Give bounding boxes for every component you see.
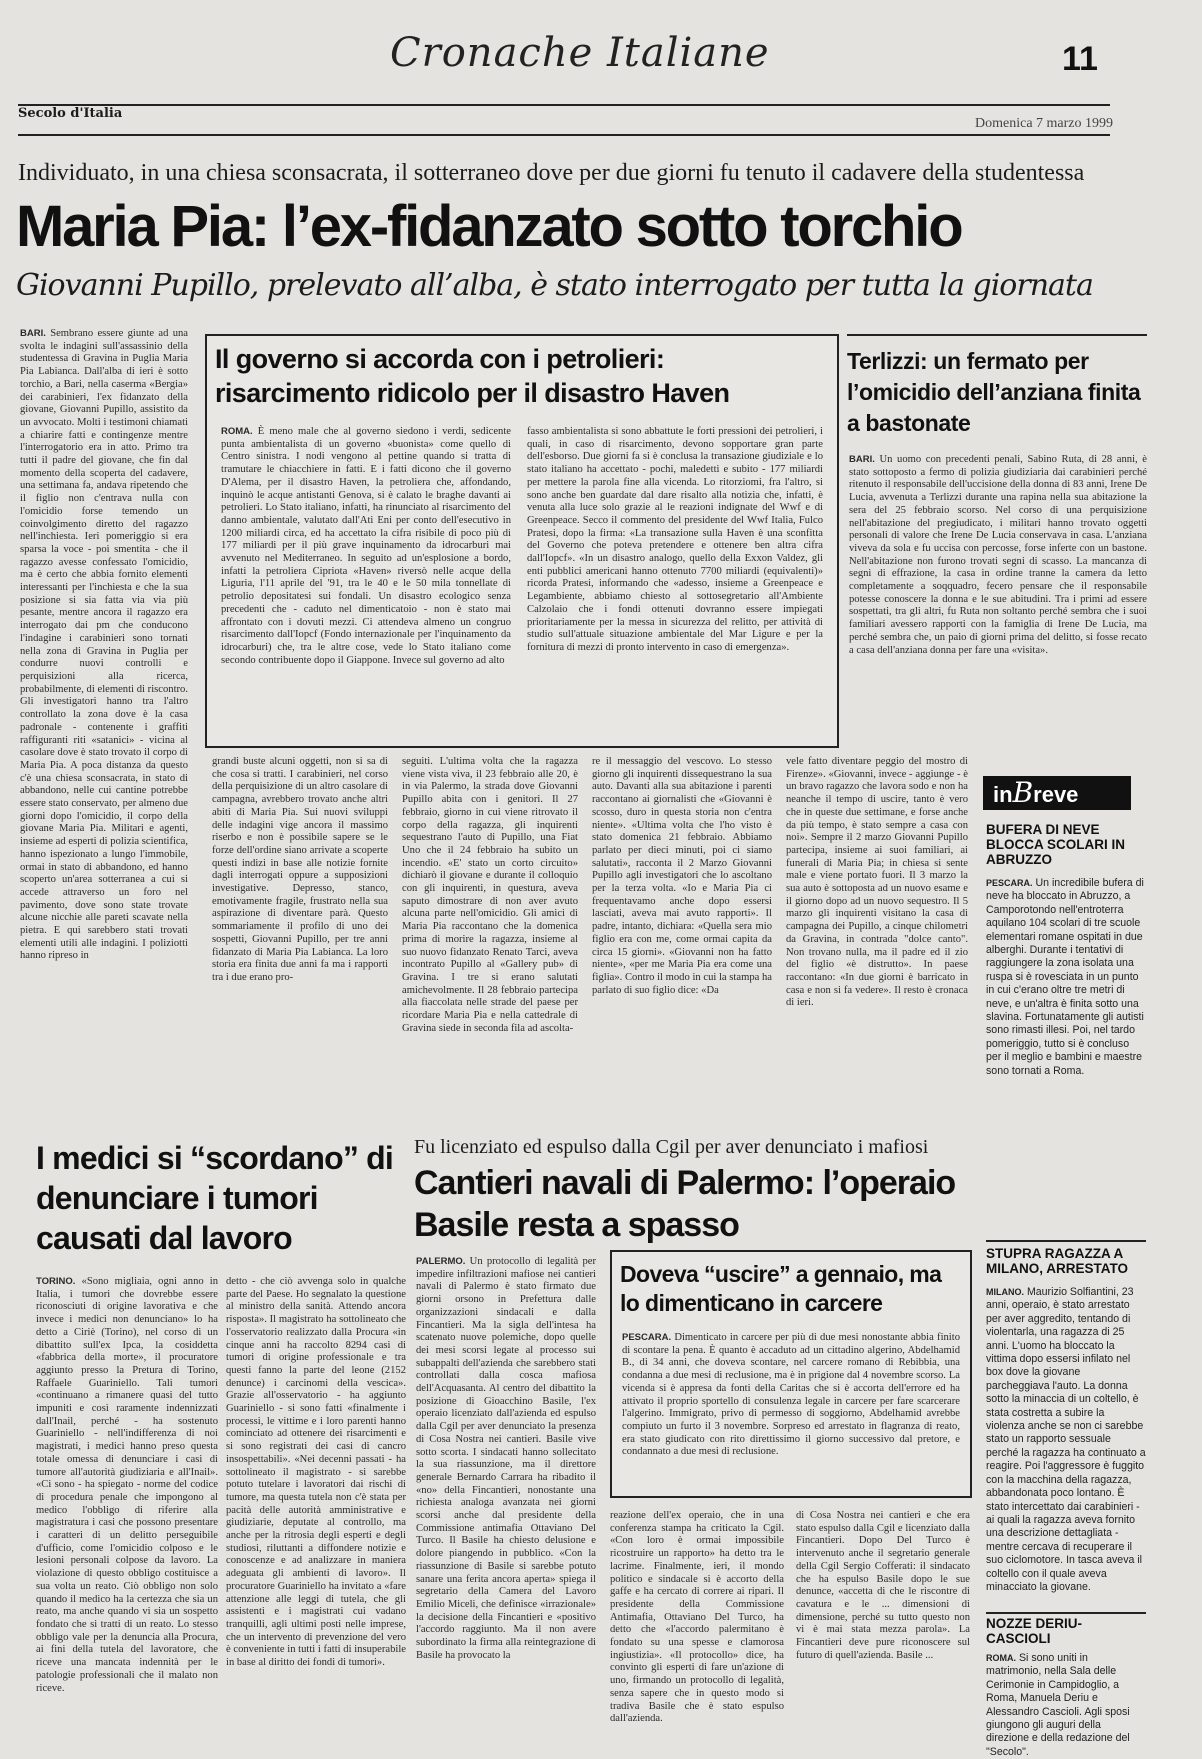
haven-column-2 [527, 426, 823, 736]
lead-column-5 [786, 756, 968, 1122]
brief-title: BUFERA DI NEVE BLOCCA SCOLARI IN ABRUZZO [986, 822, 1125, 867]
medici-text-2: detto - che ciò avvenga solo in qualche parte del Paese. Ho segnalato la questione al ministro della sanità. Attendo ancora risposta». Il magistrato ha sottolineato che l'osservatorio realizzato dalla Procura «in cinque anni ha raccolto 8294 casi di tumori di origine professionale e tra questi fanno la parte del leone (2152 denunce) i carcinomi della vescica». Grazie all'osservatorio - ha aggiunto Guariniello - si sono fatti «finalmente i processi, le vittime e i loro parenti hanno cominciato ad ottenere dei risarcimenti e si sono registrati dei casi di cancro insospettabili». «Nei decenni passati - ha sottolineato il magistrato - si sarebbe potuto tutelare i lavoratori dai rischi di tumore, ma questa tutela non c'è stata per pacità delle autorità amministrative e giudiziarie, deputate al controllo, ma anche per la ritrosia degli esperti e degli studiosi, riluttanti a diffondere notizie e conoscenze e ad analizzare in maniera adeguata gli ambienti di lavoro». Il procuratore Guariniello ha invitato a «fare attenzione alle leggi di tutela, che gli assistenti e i magistrati cui vadano tranquilli, agli ultimi posti nelle imprese, che un intervento di prevenzione del vero è conveniente in tutti i fatti di insuperabile in base al diritto dei fondi di tumori». [226, 1276, 406, 1669]
terlizzi-column [849, 454, 1147, 736]
terlizzi-rule [847, 334, 1147, 336]
brief-divider [986, 1612, 1146, 1614]
brief-dateline: MILANO. [986, 1287, 1024, 1297]
haven-headline: Il governo si accorda con i petrolieri: risarcimento ridicolo per il disastro Haven [215, 344, 730, 408]
briefs-label-b: B [1012, 776, 1034, 809]
brief-dateline: PESCARA. [986, 878, 1033, 888]
terlizzi-dateline: BARI. [849, 454, 875, 465]
medici-dateline: TORINO. [36, 1276, 76, 1287]
lead-column-4 [592, 756, 772, 1122]
carcere-headline: Doveva “uscire” a gennaio, ma lo dimenticano in carcere [620, 1261, 942, 1316]
lead-text-5: vele fatto diventare peggio del mostro di Firenze». «Giovanni, invece - aggiunge - è un bravo ragazzo che lavora sodo e non ha neanche il tempo di uscire, tanto è vero che in queste due settimane, e forse anche da più tempo, è stato sempre a casa con noi». Sempre il 2 marzo Giovanni Pupillo partecipa, insieme ai suoi familiari, ai funerali di Maria Pia; in chiesa si sente male e viene portato fuori. Il 3 marzo la sua auto è sottoposta ad un nuovo esame e il giorno dopo ad un nuovo sequestro. Il 5 marzo gli inquirenti visitano la casa di campagna dei Pupillo, a cinque chilometri da Gravina, in contrada "dolce canto". Non trovano nulla, ma il padre ed il zio del figlio «è distrutto». In paese raccontano: «In due giorni è barricato in casa e non si fa vedere». Il resto è cronaca di ieri. [786, 756, 968, 1009]
medici-column-2 [226, 1276, 406, 1736]
brief-text: Maurizio Solfiantini, 23 anni, operaio, è stato arrestato per aver aggredito, tentando di violentarla, una ragazza di 25 anni. L'uomo ha bloccato la vittima dopo essersi infilato nel box dove la giovane parcheggiava l'auto. La donna sotto la minaccia di un coltello, è stata costretta a subire la violenza anche se non ci sarebbe stato un rapporto sessuale perché la ragazza ha continuato a reagire. Poi l'aggressore è fuggito con la macchina della ragazza, abbandonata poco lontano. È stato intercettato dai carabinieri - ai quali la ragazza aveva fornito una descrizione dettagliata - mentre cercava di recuperare il suo ciclomotore. In tasca aveva il coltello con il quale aveva minacciato la giovane. [986, 1286, 1146, 1593]
cantieri-dateline: PALERMO. [416, 1256, 466, 1267]
lead-column-2 [212, 756, 388, 1122]
cantieri-text-2: reazione dell'ex operaio, che in una conferenza stampa ha criticato la Cgil. «Con loro è ormai impossibile ricostruire un rapporto» ha detto tra le lacrime. Finalmente, ieri, il mondo politico e sindacale si è accorto della gaffe e ha cercato di correre ai ripari. Il presidente della Commissione Antimafia, Ottaviano Del Turco, ha detto che «l'accordo palermitano è fondato su una spesse e clamorosa ingiustizia». «Il protocollo» dice, ha convinto gli esperti di fare un'azione di uno, firmando un protocollo di legalità, senza sapere che in questo modo si tradiva Basile che è stato espulso dall'azienda. [610, 1510, 784, 1725]
carcere-text: Dimenticato in carcere per più di due mesi nonostante abbia finito di scontare la pena. È quanto è accaduto ad un cittadino algerino, Abdelhamid B., di 34 anni, che doveva scontare, nel carcere romano di Rebibbia, una condanna a due mesi di reclusione, ma è in prigione dal 4 novembre scorso. La vicenda si è appresa da fonti della Caritas che si è accorta dell'errore ed ha attivato il proprio sportello di consulenza legale in carcere per fare scarcerare l'algerino. Immigrato, privo di permesso di soggiorno, Abdelhamid avrebbe compiuto un furto il 3 novembre. Sorpreso ed arrestato in flagranza di reato, era stato giudicato con rito direttissimo il giorno successivo dal pretore, e condannato a due mesi di reclusione. [622, 1332, 960, 1458]
cantieri-column-2 [610, 1510, 784, 1740]
lead-text-1: Sembrano essere giunte ad una svolta le indagini sull'assassinio della studentessa di Gravina in Puglia Maria Pia Labianca. Dall'alba di ieri è sotto torchio, a Bari, nella caserma «Bergia» dei carabinieri, l'ex fidanzato della giovane, Giovanni Pupillo, assistito da un avvocato. Molti i testimoni chiamati a chiarire fatti e contingenze mentre l'interrogatorio era in atto. Primo tra tutti il padre del giovane, che fin dal momento della scoperta del cadavere, una settimana fa, andava ripetendo che il figlio non c'entrava nulla con l'omicidio forse temendo un coinvolgimento diretto del ragazzo nell'inchiesta. Ieri pomeriggio si era sparsa la voce - poi smentita - che il ragazzo avesse confessato l'omicidio, ma è certo che abbia fornito elementi interessanti per l'inchiesta e che la sua posizione si sia fatta via via più pesante, mentre ancora il ragazzo era interrogato dai pm che conducono l'indagine i carabinieri sono tornati nella zona di Gravina in Puglia per condurre nuovi controlli e perquisizioni alla ricerca, probabilmente, di elementi di riscontro. Gli investigatori hanno tra l'altro controllato la zona dove è la casa padronale - contenente i graffiti raffiguranti riti «satanici» - vicina al casolare dove è stato trovato il corpo di Maria Pia. A poca distanza da questo c'è una chiesa sconsacrata, in stato di abbandono, nelle cui cantine potrebbe essere stato conservato, per almeno due giorni dopo l'omicidio, il corpo della giovane Maria Pia. Militari e agenti, insieme ad esperti di polizia scientifica, hanno ispezionato a lungo l'immobile, ormai in stato di abbandono, ed hanno scoperto un'area sotterranea a cui si accede attraverso un foro nel pavimento, dove sono state trovate alcune nicchie alle pareti scavate nella pietra. E qui sarebbero stati trovati elementi utili alle indagini. I poliziotti hanno ripreso in [20, 328, 189, 962]
haven-text-1: È meno male che al governo siedono i verdi, sedicente punta ambientalista di un governo «buonista» come quello di Centro sinistra. I nodi vengono al pettine quando si tratta di tramutare le chiacchiere in fatti. E i fatti dicono che il governo D'Alema, per il disastro Haven, la petroliera che, affondando, inquinò le acque antistanti Genova, si è calato le braghe davanti ai petrolieri. Lo Stato italiano, infatti, ha rinunciato al risarcimento del danno ambientale, valutato dall'Ati Eni per conto dell'esecutivo in 1200 miliardi circa, ed ha accettato la cifra risibile di poco più di 177 miliardi per il più grave inquinamento da idrocarburi mai avvenuto nel Mediterraneo. In seguito ad un'esplosione a bordo, infatti la petroliera Cipriota «Haven» riversò nelle acque della Liguria, l'11 aprile del '91, tra le 40 e le 50 mila tonnellate di petrolio depositatesi sui fondali. Un disastro ecologico senza precedenti che - caduto nel dimenticatoio - non è stato mai affrontato con i dovuti mezzi. Ci attendeva almeno un congruo risarcimento dall'Iopcf (Fondo internazionale per l'inquinamento da idrocarburi) che, tra le altre cose, vede lo Stato italiano come secondo contribuente dopo il Giappone. Invece sul governo ad alto [221, 426, 511, 666]
briefs-label-in: in [993, 782, 1013, 807]
newspaper-name: Secolo d'Italia [18, 106, 123, 121]
haven-column-1 [221, 426, 511, 736]
brief-text: Un incredibile bufera di neve ha bloccato in Abruzzo, a Camporotondo nell'entroterra aquilano 104 scolari di tre scuole elementari romane ospitati in due alberghi. Durante i tentativi di raggiungere la zona isolata una ruspa si è rovesciata in un punto in cui c'erano oltre tre metri di neve, e un'altra è finita sotto una slavina. Fortunatamente gli autisti sono rimasti illesi. Poi, nel tardo pomeriggio, tutto si è concluso per il meglio e bambini e maestre sono tornati a Roma. [986, 877, 1144, 1077]
haven-dateline: ROMA. [221, 426, 253, 437]
masthead-rule-bottom [18, 134, 1110, 136]
carcere-dateline: PESCARA. [622, 1332, 672, 1343]
brief-dateline: ROMA. [986, 1653, 1016, 1663]
haven-text-2: fasso ambientalista si sono abbattute le forti pressioni dei petrolieri, i quali, in caso di risarcimento, devono sopportare gran parte dell'esborso. Due giorni fa si è conclusa la transazione giudiziale e lo stato italiano ha accettato - pochi, maledetti e subito - 177 miliardi per mettere la parola fine alla vicenda. Lo ritorziomi, fra l'altro, si sono anche ben guardate dal dare risalto alla notizia che, infatti, è venuta alla luce solo grazie al le reazioni indignate del Wwf e di Greenpeace. Secco il commento del presidente del Wwf Italia, Fulco Pratesi, dopo la firma: «La transazione sulla Haven è una sconfitta del Governo che poteva pretendere e ottenere ben altra cifra dall'Iopcf». «In un disastro analogo, quello della Exxon Valdez, gli enti pubblici americani hanno ottenuto 7700 miliardi (equivalenti)» ricorda Pratesi, informando che «adesso, insieme a Greenpeace e Legambiente, abbiamo chiesto al sottosegretario all'Ambiente Calzolaio che i fondi ottenuti dovranno essere impiegati prioritariamente per la messa in sicurezza del relitto, per attività di studio sull'attuale situazione ambientale del Mar Ligure e per la fornitura di mezzi di pronto intervento in caso di emergenza». [527, 426, 823, 653]
lead-column-3 [402, 756, 578, 1122]
masthead-rule-top [18, 104, 1110, 106]
medici-headline: I medici si “scordano” di denunciare i tumori causati dal lavoro [36, 1140, 393, 1256]
brief-title: STUPRA RAGAZZA A MILANO, ARRESTATO [986, 1246, 1128, 1276]
lead-headline: Maria Pia: l’ex-fidanzato sotto torchio [16, 194, 962, 259]
medici-text-1: «Sono migliaia, ogni anno in Italia, i tumori che dovrebbe essere riconosciuti di origine lavorativa e che invece i medici non denunciano» lo ha detto a Ciriè (Torino), nel corso di un dibattito sull'ex Ipca, la cosiddetta «fabbrica della morte», il procuratore aggiunto presso la Pretura di Torino, Raffaele Guariniello. Tali tumori «continuano a rimanere quasi del tutto impuniti e così raramente indennizzati dall'Inail, perché - ha sostenuto Guariniello - nell'indifferenza di noi magistrati, i medici hanno preso questa totale omessa di denunciare i casi di tumore all'autorità giudiziaria e all'Inail». «Ci sono - ha spiegato - norme del codice di procedura penale che impongono al medico l'obbligo di riferire alla magistratura i casi che possono presentare i caratteri di un delitto perseguibile d'ufficio, come l'omicidio colposo e le lesioni personali colpose da lavoro. La violazione di questo obbligo costituisce a sua volta un reato. Ciò obbligo non solo quando il medico ha la certezza che sia un reato, ma anche quando vi sia un sospetto fondato che si tratti di un reato. Lo stesso obbligo vale per la denuncia alla Procura, ai fini della tutela del lavoratore, che riceve una mancata indennità per le patologie professionali che il malato non riceve. [36, 1276, 218, 1694]
lead-text-3: seguiti. L'ultima volta che la ragazza viene vista viva, il 23 febbraio alle 20, è in via Palermo, la strada dove Giovanni Pupillo abita con i genitori. Il 27 febbraio, giorno in cui viene ritrovato il corpo della ragazza, gli inquirenti sequestrano l'auto di Pupillo, una Fiat Uno che il 24 febbraio ha subito un incendio. «E' stato un corto circuito» dichiarò il giovane e durante il colloquio con gli inquirenti, in questura, aveva saputo dimostrare di non aver avuto alcuna parte nell'omicidio. Gli amici di Maria Pia raccontano che la domenica prima di morire la ragazza, insieme al suo nuovo fidanzato Renato Tarci, aveva incontrato Pupillo al «Gallery pub» di Gravina. I tre si erano salutati amichevolmente. Il 28 febbraio partecipa alla fiaccolata nelle strade del paese per ricordare Maria Pia e nella cattedrale di Gravina siede in seconda fila ad ascolta- [402, 756, 578, 1034]
carcere-column [622, 1332, 960, 1488]
brief-item [986, 822, 1146, 1257]
brief-divider [986, 1240, 1146, 1242]
lead-text-2: grandi buste alcuni oggetti, non si sa di che cosa si tratti. I carabinieri, nel corso della perquisizione di un altro casolare di campagna, avrebbero trovato anche altri abiti di Maria Pia. Sui nuovi sviluppi delle indagini vige ancora il massimo riserbo e non è possibile sapere se le forze dell'ordine siano arrivate a scoperte questi indizi in base alle notizie fornite dagli interrogati oppure a supposizioni investigative. Depresso, stanco, emotivamente fragile, frustrato nella sua aspirazione di diventare parà. Questo sommariamente il profilo di uno dei sospetti, Giovanni Pupillo, per tre anni fidanzato di Maria Pia Labianca. La loro storia era finita due anni fa ma i rapporti tra i due erano pro- [212, 756, 388, 983]
lead-kicker: Individuato, in una chiesa sconsacrata, il sotterraneo dove per due giorni fu tenuto il cadavere della studentessa [18, 160, 1085, 186]
page-number: 11 [1062, 40, 1098, 78]
cantieri-column-1 [416, 1256, 596, 1740]
briefs-label [983, 776, 1131, 810]
haven-article-box [205, 334, 839, 748]
terlizzi-headline: Terlizzi: un fermato per l’omicidio dell’anziana finita a bastonate [847, 348, 1141, 436]
medici-column-1 [36, 1276, 218, 1736]
briefs-label-rest: reve [1033, 782, 1079, 807]
carcere-article-box [610, 1250, 972, 1498]
lead-subhead: Giovanni Pupillo, prelevato all’alba, è stato interrogato per tutta la giornata [16, 268, 1093, 303]
cantieri-text-1: Un protocollo di legalità per impedire infiltrazioni mafiose nei cantieri navali di Palermo è stato firmato due giorni orsono in Prefettura dalle organizzazioni sindacali e dalla Fincantieri. Ma la sigla dell'intesa ha scatenato nuove polemiche, dopo quelle dei mesi scorsi legate al processo sui subappalti dell'azienda che sarebbero stati controllati dalla cosca mafiosa dell'Acquasanta. Al centro del dibattito la posizione di Gioacchino Basile, l'ex operaio licenziato dall'azienda ed espulso dalla Cgil per aver denunciato la presenza di Cosa Nostra nei cantieri. Basile vive sotto scorta. I sindacati hanno sollecitato la sua riassunzione, ma il direttore generale Bernardo Carrara ha ribadito il «no» della Fincantieri, nonostante una richiesta analoga avanzata nei giorni scorsi anche dal presidente della Commissione antimafia Ottaviano Del Turco. Il Basile ha chiesto delusione e dolore piangendo in pubblico. «Con la riassunzione di Basile si sarebbe potuto sanare una ferita ancora aperta» spiega il segretario della Camera del Lavoro Emilio Miceli, che definisce «irrazionale» la decisione della Fincantieri e «positivo l'accordo raggiunto. Ma il non avere subordinato la firma alla reintegrazione di Basile ha provocato la [416, 1256, 596, 1661]
issue-date: Domenica 7 marzo 1999 [975, 116, 1114, 131]
terlizzi-text: Un uomo con precedenti penali, Sabino Ruta, di 28 anni, è stato sottoposto a fermo di polizia giudiziaria dai carabinieri perché ritenuto il responsabile dell'uccisione della donna di 83 anni, Irene De Lucia, avvenuta a Terlizzi durante una rapina nella sua abitazione la sera del 25 febbraio scorso. Nel corso di una perquisizione nell'abitazione del pregiudicato, i militari hanno trovato oggetti personali di valore che Irene De Lucia conservava in casa. L'anziana viveva da sola e fu uccisa con percosse, forse inferte con un bastone. Nell'abitazione non furono trovati segni di scasso. La mancanza di segni di effrazione, la casa in ordine tranne la camera da letto completamente a soqquadro, fecero pensare che il responsabile potesse conoscere la donna e le sue abitudini. Tra i primi ad essere sospettati, tra gli altri, fu Ruta non soltanto perché sembra che i suoi familiari avessero rapporti con la famiglia di Irene De Lucia, ma perché sembra che, un paio di giorni prima del delitto, si fosse recato a casa dell'anziana donna per fare una «visita». [849, 454, 1147, 656]
cantieri-text-3: di Cosa Nostra nei cantieri e che era stato espulso dalla Cgil e licenziato dalla Fincantieri. Dopo Del Turco è intervenuto anche il segretario generale della Cgil Sergio Cofferati: il sindacato che ha espulso Basile dopo le sue denunce, «accetta di che le riscontre di cavatura e le ... dimensioni di dimensione, perché su tutto questo non vi è mai stata mezza parola». La Fincantieri deve pure riconoscere sul futuro di quell'azienda. Basile ... [796, 1510, 970, 1661]
brief-title: NOZZE DERIU-CASCIOLI [986, 1616, 1082, 1646]
cantieri-kicker: Fu licenziato ed espulso dalla Cgil per aver denunciato i mafiosi [414, 1136, 929, 1158]
cantieri-column-3 [796, 1510, 970, 1740]
brief-item [986, 1246, 1146, 1606]
lead-text-4: re il messaggio del vescovo. Lo stesso giorno gli inquirenti dissequestrano la sua auto. Davanti alla sua abitazione i parenti raccontano ai giornalisti che «Giovanni è scosso, duro in questa storia non c'entra niente». «Ultima volta che l'ho visto è stato domenica 21 febbraio. Abbiamo parlato per dieci minuti, poi ci siamo salutati», racconta il 2 Marzo Giovanni Pupillo agli investigatori che lo ascoltano per la terza volta. «Io e Maria Pia ci frequentavamo anche dopo essersi lasciati, aveva mai avuto rapporti». Il padre, intanto, dichiara: «Quella sera mio figlio era con me, come ormai capita da circa 15 giorni». «Giovanni non ha fatto niente», «per me Maria Pia era come una figlia». Contro il modo in cui la stampa ha parlato di suo figlio dice: «Da [592, 756, 772, 996]
cantieri-headline: Cantieri navali di Palermo: l’operaio Basile resta a spasso [414, 1164, 956, 1244]
brief-text: Si sono uniti in matrimonio, nella Sala delle Cerimonie in Campidoglio, a Roma, Manuela Deriu e Alessandro Cascioli. Agli sposi giungono gli auguri della direzione e della redazione del "Secolo". [986, 1652, 1130, 1758]
section-title: Cronache Italiane [390, 30, 770, 76]
lead-dateline: BARI. [20, 328, 46, 339]
brief-item [986, 1616, 1146, 1758]
